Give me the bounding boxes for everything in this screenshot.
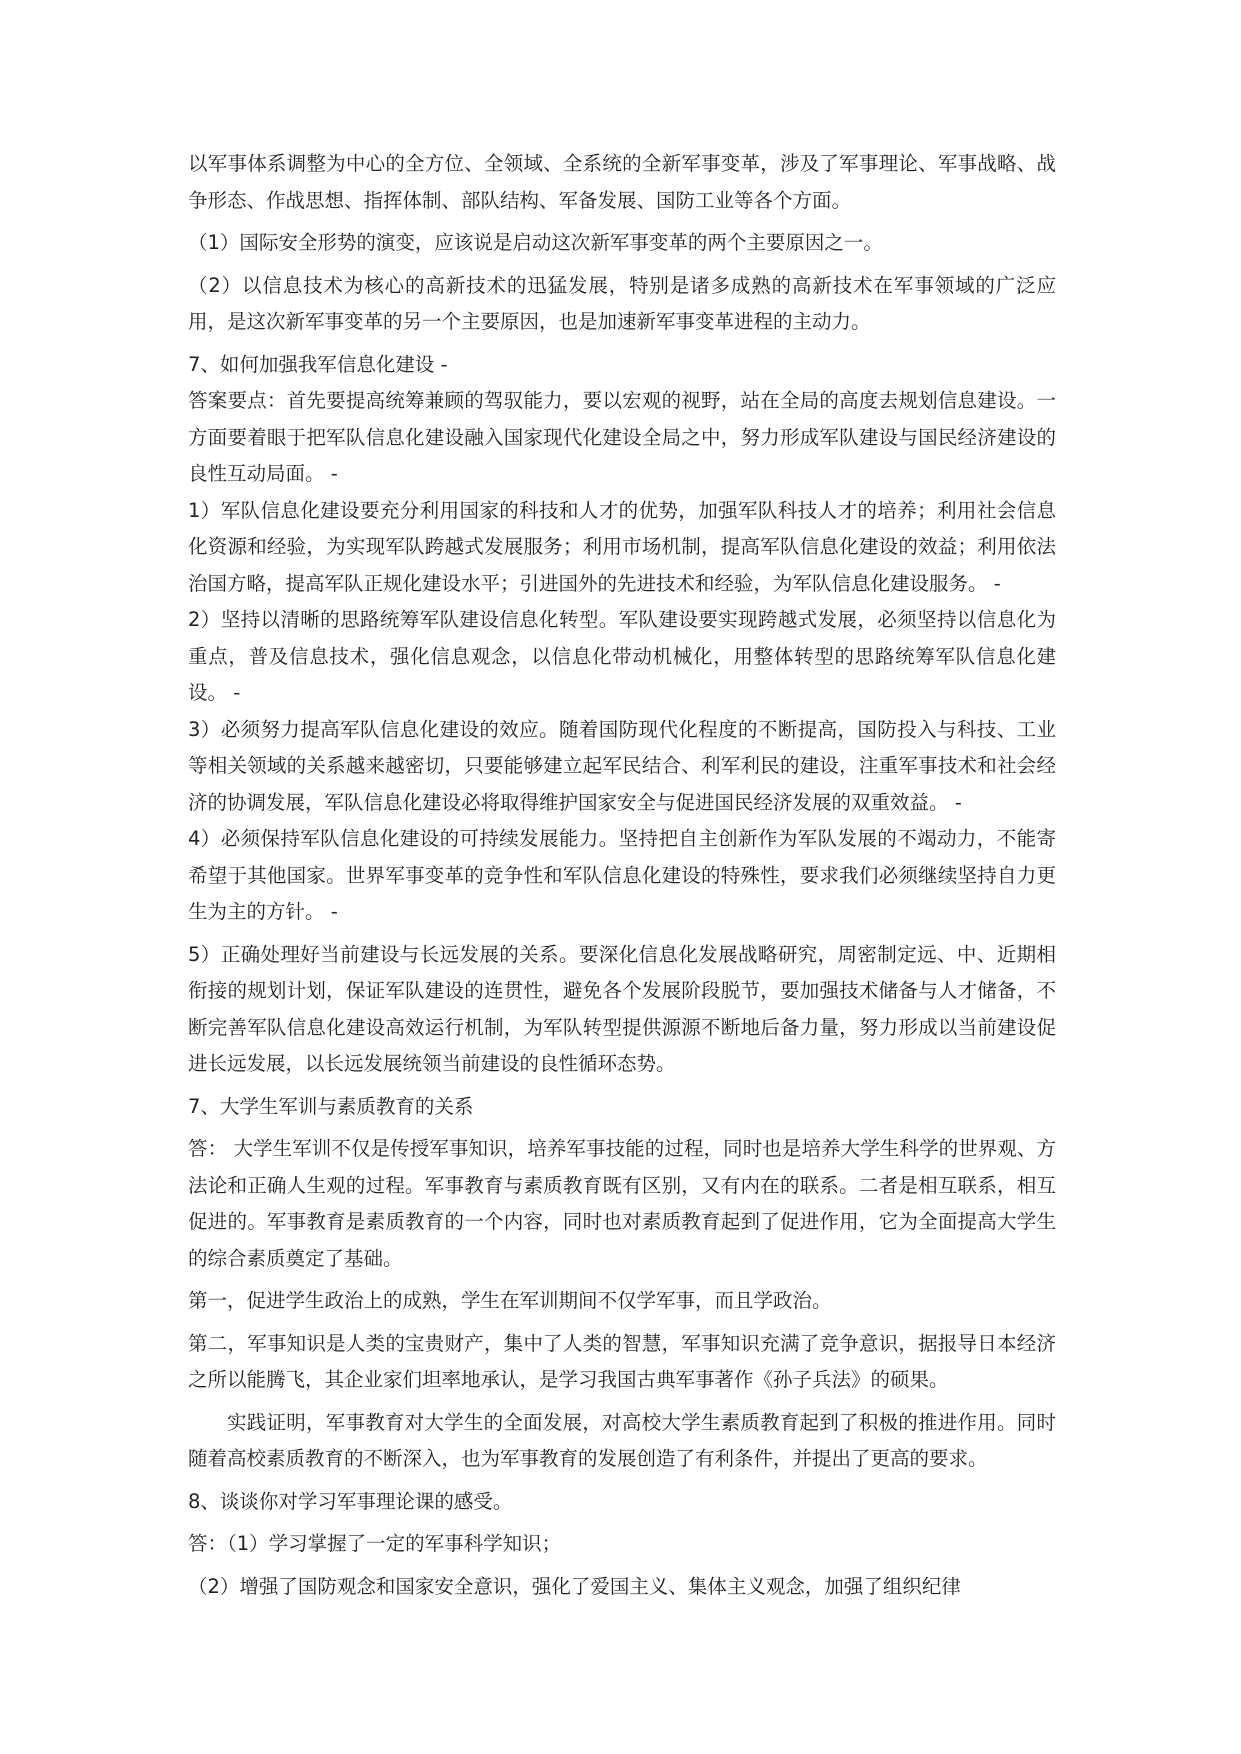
answer-training-relation: 答： 大学生军训不仅是传授军事知识，培养军事技能的过程，同时也是培养大学生科学的世界观、方法论和正确人生观的过程。军事教育与素质教育既有区别，又有内在的联系。二者是相互联系，相互促进的。军事教育是素质教育的一个内容，同时也对素质教育起到了促进作用，它为全面提高大学生的综合素质奠定了基础。 bbox=[188, 1137, 1056, 1270]
answer-point-3: 3）必须努力提高军队信息化建设的效应。随着国防现代化程度的不断提高，国防投入与科技、工业等相关领域的关系越来越密切，只要能够建立起军民结合、利军利民的建设，注重军事技术和社会经济的协调发展，军队信息化建设必将取得维护国家安全与促进国民经济发展的双重效益。 - bbox=[188, 717, 1056, 814]
answer-8-point-1: 答：（1）学习掌握了一定的军事科学知识； bbox=[188, 1532, 562, 1555]
answer-point-2: 2）坚持以清晰的思路统筹军队建设信息化转型。军队建设要实现跨越式发展，必须坚持以信息化为重点，普及信息技术，强化信息观念，以信息化带动机械化，用整体转型的思路统筹军队信息化建设。 - bbox=[188, 608, 1056, 704]
point-second: 第二，军事知识是人类的宝贵财产，集中了人类的智慧，军事知识充满了竞争意识，据报导日本经济之所以能腾飞，其企业家们坦率地承认，是学习我国古典军事著作《孙子兵法》的硕果。 bbox=[188, 1331, 1056, 1391]
paragraph-practice-proves: 实践证明，军事教育对大学生的全面发展，对高校大学生素质教育起到了积极的推进作用。同时随着高校素质教育的不断深入，也为军事教育的发展创造了有利条件，并提出了更高的要求。 bbox=[188, 1410, 1056, 1470]
answer-key-points: 答案要点：首先要提高统筹兼顾的驾驭能力，要以宏观的视野，站在全局的高度去规划信息建设。一方面要着眼于把军队信息化建设融入国家现代化建设全局之中，努力形成军队建设与国民经济建设的良性互动局面。 - bbox=[188, 389, 1056, 485]
paragraph-reason-1: （1）国际安全形势的演变，应该说是启动这次新军事变革的两个主要原因之一。 bbox=[188, 231, 883, 254]
document-body bbox=[188, 146, 1056, 1605]
answer-8-point-2: （2）增强了国防观念和国家安全意识，强化了爱国主义、集体主义观念，加强了组织纪律 bbox=[188, 1574, 961, 1598]
question-8-heading: 8、谈谈你对学习军事理论课的感受。 bbox=[188, 1489, 513, 1513]
question-7-training-heading: 7、大学生军训与素质教育的关系 bbox=[188, 1094, 474, 1118]
point-first: 第一，促进学生政治上的成熟，学生在军训期间不仅学军事，而且学政治。 bbox=[188, 1289, 832, 1312]
question-7-heading: 7、如何加强我军信息化建设 - bbox=[188, 352, 448, 376]
answer-point-5: 5）正确处理好当前建设与长远发展的关系。要深化信息化发展战略研究，周密制定远、中、近期相衔接的规划计划，保证军队建设的连贯性，避免各个发展阶段脱节，要加强技术储备与人才储备，不断完善军队信息化建设高效运行机制，为军队转型提供源源不断地后备力量，努力形成以当前建设促进长远发展，以长远发展统领当前建设的良性循环态势。 bbox=[188, 942, 1056, 1075]
answer-point-4: 4）必须保持军队信息化建设的可持续发展能力。坚持把自主创新作为军队发展的不竭动力，不能寄希望于其他国家。世界军事变革的竞争性和军队信息化建设的特殊性，要求我们必须继续坚持自力更生为主的方针。 - bbox=[188, 827, 1056, 923]
paragraph-military-revolution-intro: 以军事体系调整为中心的全方位、全领域、全系统的全新军事变革，涉及了军事理论、军事战略、战争形态、作战思想、指挥体制、部队结构、军备发展、国防工业等各个方面。 bbox=[188, 152, 1056, 212]
answer-point-1: 1）军队信息化建设要充分利用国家的科技和人才的优势，加强军队科技人才的培养；利用社会信息化资源和经验，为实现军队跨越式发展服务；利用市场机制，提高军队信息化建设的效益；利用依法治国方略，提高军队正规化建设水平；引进国外的先进技术和经验，为军队信息化建设服务。 - bbox=[188, 498, 1056, 595]
paragraph-reason-2: （2）以信息技术为核心的高新技术的迅猛发展，特别是诸多成熟的高新技术在军事领域的广泛应用，是这次新军事变革的另一个主要原因，也是加速新军事变革进程的主动力。 bbox=[188, 273, 1056, 333]
